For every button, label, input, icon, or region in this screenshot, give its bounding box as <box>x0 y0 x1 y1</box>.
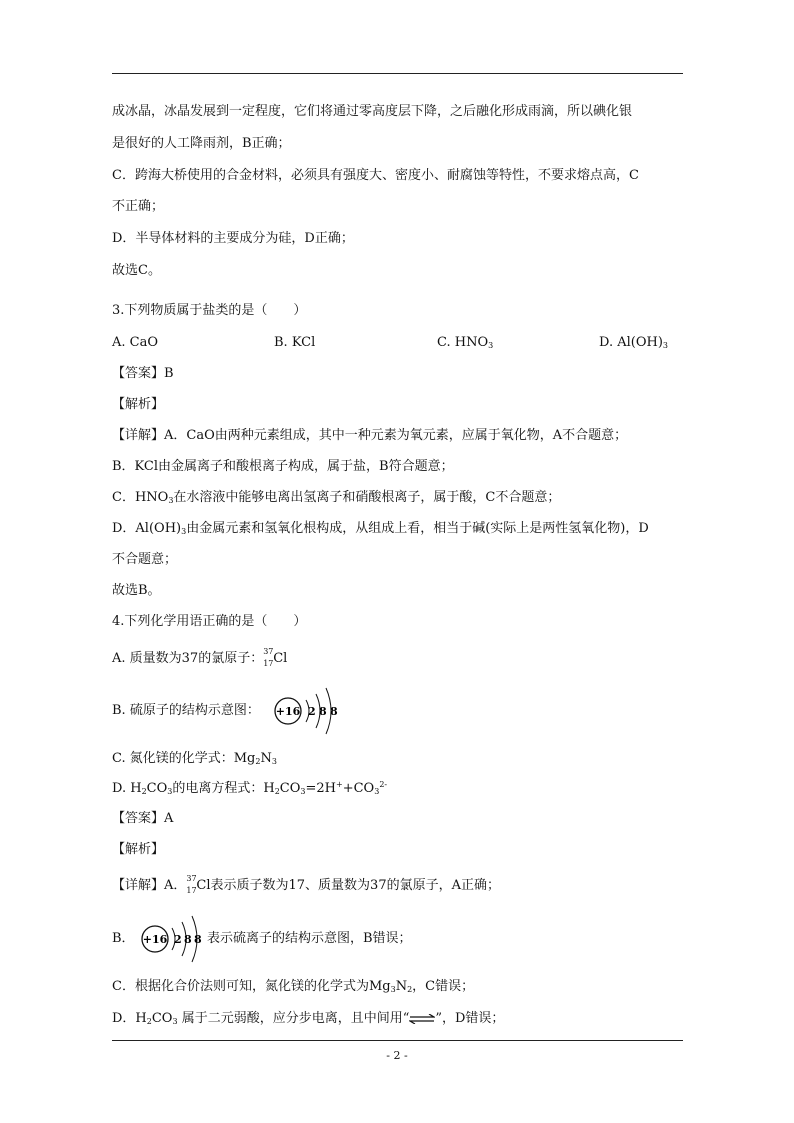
text-line: 成冰晶，冰晶发展到一定程度，它们将通过零高度层下降，之后融化形成雨滴，所以碘化银 <box>112 104 633 119</box>
text-line: 不正确； <box>112 199 165 214</box>
isotope-notation: 37 17 <box>263 647 274 668</box>
q3-option-d: D. $Al(OH)_3$ <box>599 335 669 350</box>
text-line: C．跨海大桥使用的合金材料，必须具有强度大、密度小、耐腐蚀等特性，不要求熔点高，C <box>112 168 639 183</box>
text-line: 不合题意； <box>112 552 178 567</box>
q4-option-d: D. $H_2CO_3$的电离方程式：$H_2CO_3=2H^++CO_3^{2-}$ <box>112 780 388 796</box>
shell-electrons: 2 <box>308 705 316 718</box>
shell-electrons: 8 <box>184 933 192 946</box>
question-4: 4.下列化学用语正确的是（ ） <box>112 614 307 629</box>
q4-option-a: A. 质量数为37的氯原子： 37 17 Cl <box>112 647 288 668</box>
sulfide-ion-diagram <box>139 912 207 966</box>
q4-option-b: B. 硫原子的结构示意图： <box>112 703 260 718</box>
isotope-notation: 37 17 <box>186 874 197 895</box>
q3-analysis-heading: 【解析】 <box>112 397 165 412</box>
page-number: - 2 - <box>386 1049 408 1062</box>
shell-electrons: 8 <box>194 933 202 946</box>
text-line: D．$Al(OH)_3$由金属元素和氢氧化根构成，从组成上看，相当于碱(实际上是两性氢氧化物)，D <box>112 521 649 536</box>
text-line: 表示硫离子的结构示意图，B错误； <box>207 931 412 946</box>
nucleus-label: +16 <box>142 933 168 946</box>
shell-electrons: 8 <box>330 705 338 718</box>
text-line: D．$H_2CO_3$ 属于二元弱酸，应分步电离，且中间用“ ”，D错误； <box>112 1011 505 1026</box>
text-line: 是很好的人工降雨剂，B正确； <box>112 136 291 151</box>
question-3: 3.下列物质属于盐类的是（ ） <box>112 303 307 318</box>
q4-analysis-heading: 【解析】 <box>112 842 165 857</box>
shell-electrons: 8 <box>319 705 327 718</box>
text-line: 故选B。 <box>112 583 161 598</box>
q4-option-c: C. 氮化镁的化学式：$Mg_2N_3$ <box>112 751 277 766</box>
equilibrium-arrow-icon <box>409 1014 435 1024</box>
text-line: 【详解】A． 37 17 Cl表示质子数为17、质量数为37的氯原子，A正确； <box>112 874 500 895</box>
header-rule <box>112 73 683 74</box>
q4-answer: 【答案】A <box>112 811 174 826</box>
text-line: B． <box>112 931 135 946</box>
sulfur-atom-diagram <box>272 684 344 738</box>
q3-option-c: C. $HNO_3$ <box>437 335 494 350</box>
text-line: C．根据化合价法则可知，氮化镁的化学式为$Mg_3N_2$，C错误； <box>112 979 475 994</box>
text-line: D．半导体材料的主要成分为硅，D正确； <box>112 231 354 246</box>
q3-option-b: B. KCl <box>274 335 316 350</box>
text-line: 故选C。 <box>112 263 161 278</box>
q3-option-a: A. CaO <box>112 335 159 350</box>
q3-answer: 【答案】B <box>112 366 174 381</box>
text-line: 【详解】A．CaO由两种元素组成，其中一种元素为氧元素，应属于氧化物，A不合题意； <box>112 428 628 443</box>
text-line: C．$HNO_3$在水溶液中能够电离出氢离子和硝酸根离子，属于酸，C不合题意； <box>112 490 561 505</box>
nucleus-label: +16 <box>275 705 301 718</box>
text-line: B．KCl由金属离子和酸根离子构成，属于盐，B符合题意； <box>112 459 454 474</box>
footer-rule <box>112 1040 683 1041</box>
shell-electrons: 2 <box>174 933 182 946</box>
